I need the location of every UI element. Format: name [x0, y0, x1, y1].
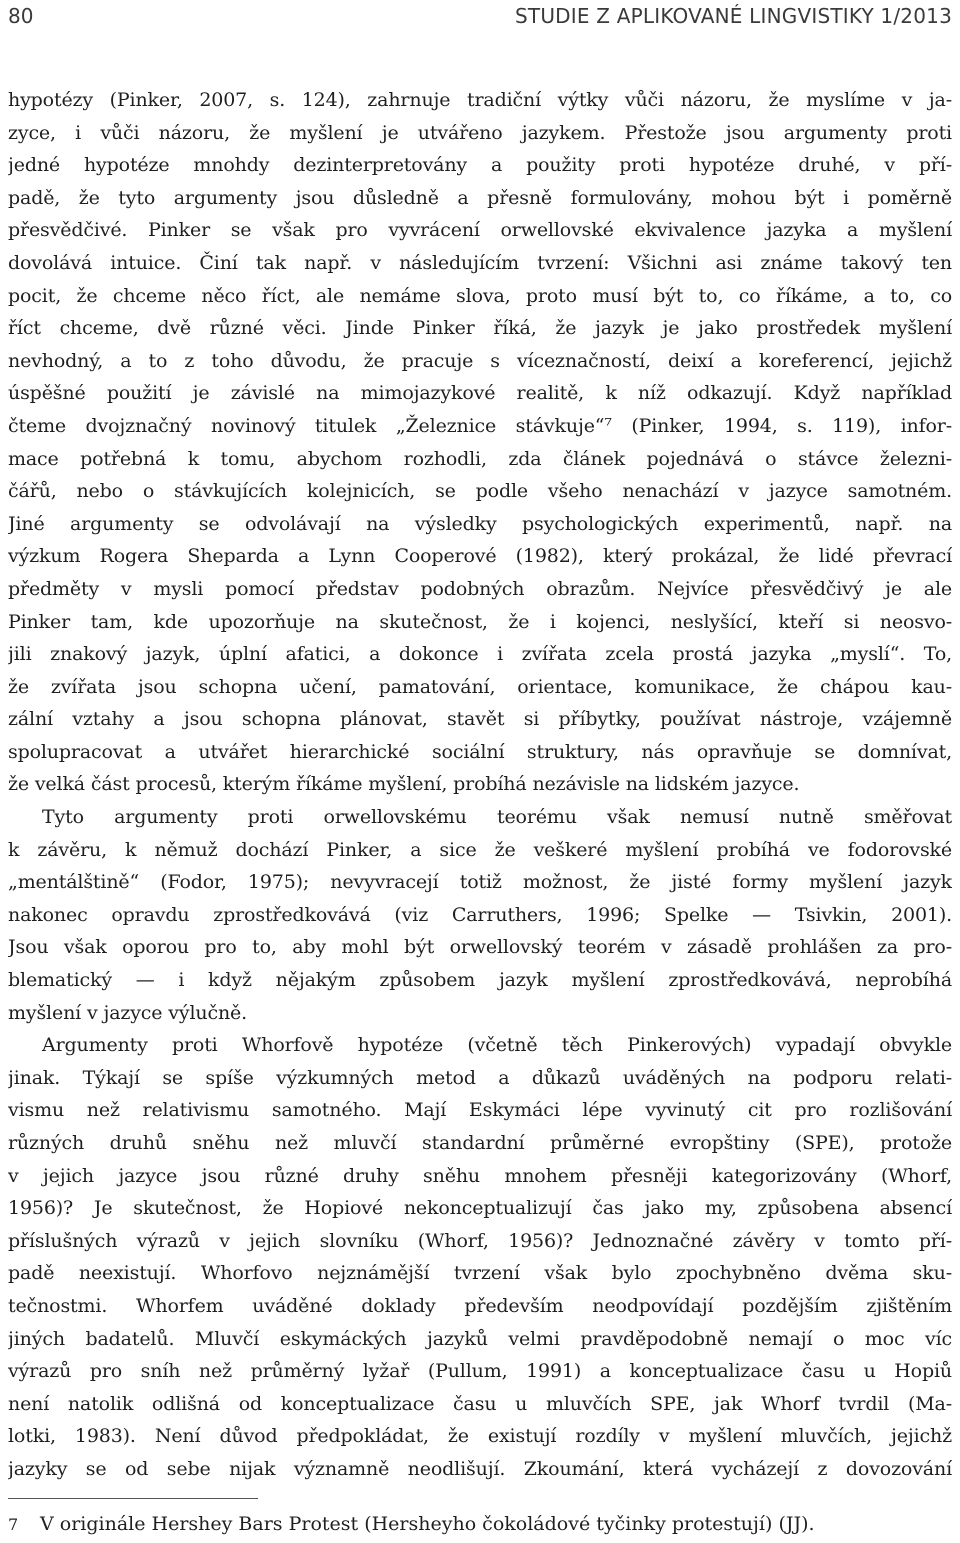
footnote-divider	[8, 1498, 258, 1499]
text-line: různých druhů sněhu než mluvčí standardní průměrné evropštiny (SPE), protože	[8, 1132, 952, 1154]
running-header	[8, 4, 952, 36]
text-line: říct chceme, dvě různé věci. Jinde Pinker říká, že jazyk je jako prostředek myšlení	[8, 317, 952, 340]
text-line: blematický — i když nějakým způsobem jazyk myšlení zprostředkovává, neprobíhá	[8, 969, 952, 992]
text-line: „mentálštině“ (Fodor, 1975); nevyvracejí totiž možnost, že jisté formy myšlení jazyk	[8, 871, 952, 894]
text-line: čteme dvojznačný novinový titulek „Železnice stávkuje“⁷ (Pinker, 1994, s. 119), infor-	[8, 414, 952, 437]
text-line: že zvířata jsou schopna učení, pamatování, orientace, komunikace, že chápou kau-	[8, 675, 952, 698]
footnote-number: 7	[8, 1515, 19, 1534]
text-line: nakonec opravdu zprostředkovává (viz Carruthers, 1996; Spelke — Tsivkin, 2001).	[8, 903, 952, 926]
text-line: myšlení v jazyce výlučně.	[8, 1001, 248, 1024]
text-line: Tyto argumenty proti orwellovskému teorému však nemusí nutně směřovat	[42, 806, 952, 829]
text-line: není natolik odlišná od konceptualizace času u mluvčích SPE, jak Whorf tvrdil (Ma-	[8, 1392, 952, 1415]
footnote	[8, 1510, 815, 1539]
text-line: padě neexistují. Whorfovo nejznámější tvrzení však bylo zpochybněno dvěma sku-	[8, 1262, 952, 1285]
text-line: Jiné argumenty se odvolávají na výsledky psychologických experimentů, např. na	[8, 512, 952, 535]
text-line: zální vztahy a jsou schopna plánovat, stavět si příbytky, používat nástroje, vzájemně	[8, 708, 952, 731]
text-line: dovolává intuice. Činí tak např. v následujícím tvrzení: Všichni asi známe takový ten	[8, 251, 952, 274]
text-line: lotki, 1983). Není důvod předpokládat, že existují rozdíly v myšlení mluvčích, jejichž	[8, 1425, 952, 1448]
text-line: jiných badatelů. Mluvčí eskymáckých jazyků velmi pravděpodobně nemají o moc víc	[8, 1327, 952, 1350]
text-line: vismu než relativismu samotného. Mají Eskymáci lépe vyvinutý cit pro rozlišování	[8, 1099, 952, 1122]
paragraph-3	[8, 1029, 952, 1485]
text-line: jili znakový jazyk, úplní afatici, a dokonce i zvířata zcela prostá jazyka „myslí“. To,	[8, 643, 952, 666]
text-line: výzkum Rogera Sheparda a Lynn Cooperové (1982), který prokázal, že lidé převrací	[8, 545, 952, 568]
footnote-text: V originále Hershey Bars Protest (Hersheyho čokoládové tyčinky protestují) (JJ).	[40, 1513, 815, 1535]
text-line: 1956)? Je skutečnost, že Hopiové nekonceptualizují čas jako my, způsobena absencí	[8, 1197, 952, 1220]
text-line: v jejich jazyce jsou různé druhy sněhu mnohem přesněji kategorizovány (Whorf,	[8, 1164, 952, 1187]
text-line: výrazů pro sníh než průměrný lyžař (Pullum, 1991) a konceptualizace času u Hopiů	[8, 1360, 952, 1383]
journal-title: STUDIE Z APLIKOVANÉ LINGVISTIKY 1/2013	[515, 4, 952, 28]
text-line: že velká část procesů, kterým říkáme myšlení, probíhá nezávisle na lidském jazyce.	[8, 773, 800, 796]
text-line: tečnostmi. Whorfem uváděné doklady především neodpovídají pozdějším zjištěním	[8, 1294, 952, 1317]
page-number: 80	[8, 4, 34, 28]
text-line: Jsou však oporou pro to, aby mohl být orwellovský teorém v zásadě prohlášen za pro-	[8, 936, 952, 959]
text-line: nevhodný, a to z toho důvodu, že pracuje s víceznačností, deixí a koreferencí, jejichž	[8, 349, 952, 372]
text-line: jinak. Týkají se spíše výzkumných metod a důkazů uváděných na podporu relati-	[8, 1066, 952, 1089]
paragraph-2	[8, 801, 952, 1029]
text-line: předměty v mysli pomocí představ podobných obrazům. Nejvíce přesvědčivý je ale	[8, 577, 952, 600]
text-line: zyce, i vůči názoru, že myšlení je utvářeno jazykem. Přestože jsou argumenty proti	[8, 121, 952, 144]
text-line: Argumenty proti Whorfově hypotéze (včetně těch Pinkerových) vypadají obvykle	[42, 1034, 952, 1057]
paragraph-1	[8, 84, 952, 801]
text-line: spolupracovat a utvářet hierarchické sociální struktury, nás opravňuje se domnívat,	[8, 740, 952, 763]
text-line: jedné hypotéze mnohdy dezinterpretovány a použity proti hypotéze druhé, v pří-	[8, 154, 952, 177]
body-text	[8, 84, 952, 1486]
text-line: mace potřebná k tomu, abychom rozhodli, zda článek pojednává o stávce železni-	[8, 447, 952, 470]
text-line: Pinker tam, kde upozorňuje na skutečnost, že i kojenci, neslyšící, kteří si neosvo-	[8, 610, 952, 633]
text-line: pocit, že chceme něco říct, ale nemáme slova, proto musí být to, co říkáme, a to, co	[8, 284, 952, 307]
text-line: příslušných výrazů v jejich slovníku (Whorf, 1956)? Jednoznačné závěry v tomto pří-	[8, 1229, 952, 1252]
text-line: hypotézy (Pinker, 2007, s. 124), zahrnuje tradiční výtky vůči názoru, že myslíme v ja-	[8, 89, 952, 111]
text-line: jazyky se od sebe nijak významně neodlišují. Zkoumání, která vycházejí z dovozování	[8, 1457, 952, 1480]
text-line: přesvědčivé. Pinker se však pro vyvrácení orwellovské ekvivalence jazyka a myšlení	[8, 219, 952, 242]
text-line: padě, že tyto argumenty jsou důsledně a přesně formulovány, mohou být i poměrně	[8, 186, 952, 209]
text-line: úspěšné použití je závislé na mimojazykové realitě, k níž odkazují. Když například	[8, 382, 952, 405]
text-line: k závěru, k němuž dochází Pinker, a sice že veškeré myšlení probíhá ve fodorovské	[8, 838, 952, 861]
text-line: čářů, nebo o stávkujících kolejnicích, se podle všeho nenachází v jazyce samotném.	[8, 480, 952, 503]
